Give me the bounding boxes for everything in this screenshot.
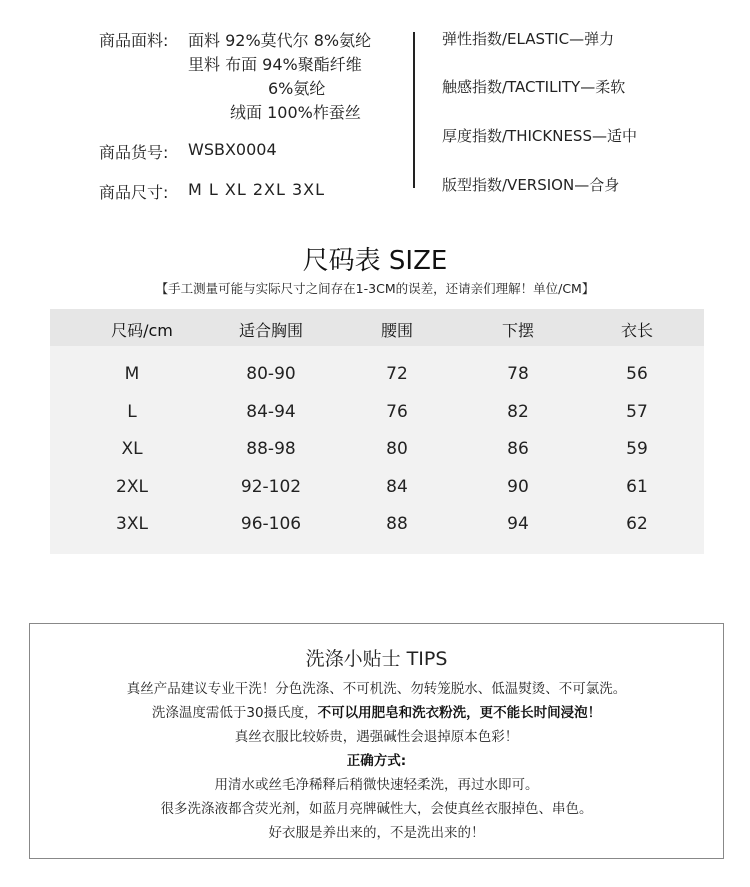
header-size: 尺码/cm	[111, 321, 173, 340]
header-waist: 腰围	[380, 321, 413, 340]
tips-line-2-normal: 洗涤温度需低于30摄氏度，	[151, 705, 318, 721]
fabric-label: 商品面料:	[99, 31, 169, 50]
cell-waist: 80	[386, 439, 408, 459]
cell-hem: 86	[507, 439, 529, 459]
cell-waist: 84	[386, 477, 408, 497]
code-value: WSBX0004	[188, 140, 277, 159]
cell-length: 62	[626, 514, 648, 534]
cell-size: XL	[121, 439, 143, 459]
index-thickness: 厚度指数/THICKNESS—适中	[442, 127, 637, 145]
index-elastic: 弹性指数/ELASTIC—弹力	[442, 30, 615, 48]
tips-line-3: 真丝衣服比较娇贵，遇强碱性会退掉原本色彩！	[234, 729, 519, 745]
cell-length: 61	[626, 477, 648, 497]
code-label: 商品货号:	[99, 143, 169, 162]
cell-chest: 80-90	[246, 364, 296, 384]
tips-line-4: 用清水或丝毛净稀释后稍微快速轻柔洗，再过水即可。	[214, 777, 539, 793]
cell-size: L	[127, 402, 137, 422]
header-length: 衣长	[620, 321, 653, 340]
header-chest: 适合胸围	[238, 321, 303, 340]
tips-box	[29, 623, 724, 859]
size-label: 商品尺寸:	[99, 183, 169, 202]
cell-waist: 76	[386, 402, 408, 422]
table-header	[50, 309, 704, 346]
tips-line-6: 好衣服是养出来的，不是洗出来的！	[268, 825, 485, 841]
divider	[413, 32, 415, 188]
tips-line-2	[30, 701, 723, 721]
cell-hem: 78	[507, 364, 529, 384]
cell-hem: 90	[507, 477, 529, 497]
tips-line-1: 真丝产品建议专业干洗！分色洗涤、不可机洗、勿转笼脱水、低温熨烫、不可氯洗。	[126, 681, 627, 697]
tips-line-5: 很多洗涤液都含荧光剂，如蓝月亮牌碱性大，会使真丝衣服掉色、串色。	[160, 801, 593, 817]
cell-chest: 88-98	[246, 439, 296, 459]
fabric-line-4: 绒面 100%柞蚕丝	[230, 103, 361, 122]
size-table	[50, 309, 704, 554]
tips-method-title: 正确方式:	[346, 753, 407, 769]
tips-title: 洗涤小贴士 TIPS	[305, 648, 448, 670]
cell-chest: 84-94	[246, 402, 296, 422]
fabric-line-2: 里料 布面 94%聚酯纤维	[188, 55, 362, 74]
cell-chest: 92-102	[240, 477, 302, 497]
cell-hem: 94	[507, 514, 529, 534]
fabric-line-3: 6%氨纶	[268, 79, 326, 98]
cell-hem: 82	[507, 402, 529, 422]
size-chart-title: 尺码表 SIZE	[302, 246, 448, 276]
cell-waist: 88	[386, 514, 408, 534]
cell-size: M	[124, 364, 140, 384]
cell-chest: 96-106	[240, 514, 302, 534]
cell-length: 56	[626, 364, 648, 384]
cell-waist: 72	[386, 364, 408, 384]
index-tactility: 触感指数/TACTILITY—柔软	[442, 78, 626, 96]
header-hem: 下摆	[501, 321, 534, 340]
cell-size: 2XL	[116, 477, 148, 497]
cell-length: 57	[626, 402, 648, 422]
cell-length: 59	[626, 439, 648, 459]
fabric-line-1: 面料 92%莫代尔 8%氨纶	[188, 31, 372, 50]
cell-size: 3XL	[116, 514, 148, 534]
tips-line-2-bold: 不可以用肥皂和洗衣粉洗，更不能长时间浸泡！	[317, 705, 602, 721]
index-version: 版型指数/VERSION—合身	[442, 176, 620, 194]
size-value: M L XL 2XL 3XL	[188, 180, 326, 199]
size-chart-note: 【手工测量可能与实际尺寸之间存在1-3CM的误差，还请亲们理解！单位/CM】	[155, 281, 595, 296]
